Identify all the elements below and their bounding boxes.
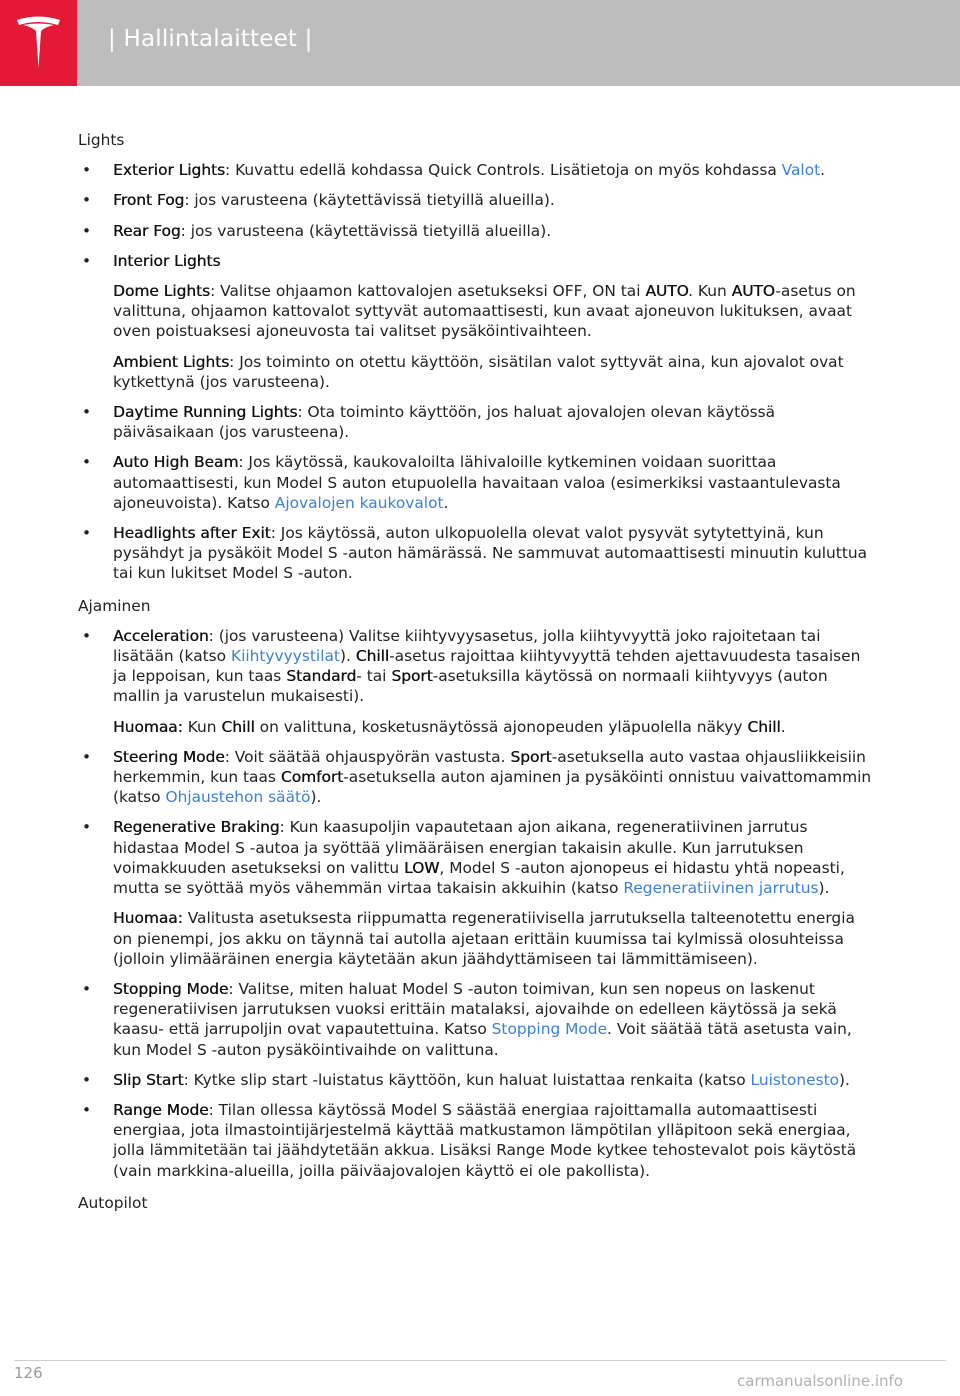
acceleration-note: Huomaa: Kun Chill on valittuna, kosketusnäytössä ajonopeuden yläpuolella näkyy Chill. (113, 717, 786, 736)
term-stopping-mode: Stopping Mode (113, 979, 229, 998)
term-interior-lights: Interior Lights (113, 251, 221, 270)
link-kiihtyvyystilat[interactable]: Kiihtyvyystilat (231, 647, 340, 666)
page-header (0, 0, 960, 86)
lights-section-title: Lights (78, 131, 125, 149)
list-item-front-fog: • Front Fog: jos varusteena (käytettävissä tietyillä alueilla). (78, 190, 878, 210)
tesla-logo-badge (0, 0, 77, 86)
footer-divider (14, 1360, 946, 1361)
regen-note: Huomaa: Valitusta asetuksesta riippumatta regeneratiivisella jarrutuksella talteenotettu energia on pienempi, jos akku on täynnä tai autolla ajetaan erittäin kuumissa tai kylmissä olosuhteissa (jolloin ylimääräinen energia käytetään akun jäähdyttämiseen tai lämmittämiseen). (113, 909, 855, 968)
ambient-lights-paragraph: Ambient Lights: Jos toiminto on otettu käyttöön, sisätilan valot syttyvät aina, kun ajovalot ovat kytkettynä (jos varusteena). (113, 352, 844, 391)
list-item-daytime-running-lights: • Daytime Running Lights: Ota toiminto käyttöön, jos haluat ajovalojen olevan käytössä päiväsaikaan (jos varusteena). (78, 402, 878, 442)
term-acceleration: Acceleration (113, 626, 209, 645)
note-label: Huomaa: (113, 909, 183, 928)
list-item-exterior-lights: • Exterior Lights: Kuvattu edellä kohdassa Quick Controls. Lisätietoja on myös kohdassa Valot. (78, 160, 878, 180)
link-luistonesto[interactable]: Luistonesto (750, 1070, 840, 1089)
link-stopping-mode[interactable]: Stopping Mode (491, 1020, 608, 1039)
term-auto-high-beam: Auto High Beam (113, 453, 239, 472)
term-dome-lights: Dome Lights (113, 282, 211, 301)
term-exterior-lights: Exterior Lights (113, 161, 226, 180)
driving-list (78, 626, 878, 1181)
section-header-title: | Hallintalaitteet | (108, 26, 313, 52)
list-item-headlights-after-exit: • Headlights after Exit: Jos käytössä, auton ulkopuolella olevat valot pysyvät sytytettyinä, kun pysähdyt ja pysäköit Model S -auton hämärässä. Ne sammuvat automaattisesti minuutin kuluttua tai kun lukitset Model S -auton. (78, 523, 878, 584)
list-item-auto-high-beam: • Auto High Beam: Jos käytössä, kaukovaloilta lähivaloille kytkeminen voidaan suorittaa automaattisesti, kun Model S auton etupuolella havaitaan valoa (esimerkiksi vastaantulevasta ajoneuvoista). Katso Ajovalojen kaukovalot. (78, 452, 878, 513)
term-regenerative-braking: Regenerative Braking (113, 818, 280, 837)
term-headlights-after-exit: Headlights after Exit (113, 524, 271, 543)
list-item-rear-fog: • Rear Fog: jos varusteena (käytettävissä tietyillä alueilla). (78, 221, 878, 241)
tesla-logo-icon (14, 14, 63, 70)
term-range-mode: Range Mode (113, 1100, 209, 1119)
list-item-slip-start: • Slip Start: Kytke slip start -luistatus käyttöön, kun haluat luistattaa renkaita (katso Luistonesto). (78, 1070, 878, 1090)
page-number: 126 (14, 1364, 43, 1382)
link-regeneratiivinen-jarrutus[interactable]: Regeneratiivinen jarrutus (623, 879, 819, 898)
ajaminen-section-title: Ajaminen (78, 596, 151, 615)
term-rear-fog: Rear Fog (113, 221, 181, 240)
term-daytime-running-lights: Daytime Running Lights (113, 403, 298, 422)
list-item-range-mode: • Range Mode: Tilan ollessa käytössä Model S säästää energiaa rajoittamalla automaattisesti energiaa, jota ilmastointijärjestelmä käyttää matkustamon lämpötilan ylläpitoon sekä energiaa, jolla lämmitetään tai jäähdytetään akkua. Lisäksi Range Mode kytkee tehostevalot pois käytöstä (vain markkina-alueilla, joilla päiväajovalojen käyttö ei ole pakollista). (78, 1100, 878, 1181)
term-ambient-lights: Ambient Lights (113, 352, 230, 371)
list-item-regenerative-braking: • Regenerative Braking: Kun kaasupoljin vapautetaan ajon aikana, regeneratiivinen jarrutus hidastaa Model S -autoa ja syöttää ylimääräisen energian takaisin akulle. Kun jarrutuksen voimakkuuden asetukseksi on valittu LOW, Model S -auton ajonopeus ei hidastu yhtä nopeasti, mutta se syöttää myös vähemmän virtaa takaisin akkuihin (katso Regeneratiivinen jarrutus). Huomaa: Valitusta asetuksesta riippumatta regeneratiivisella jarrutuksella talteenotettu energia on pienempi, jos akku on täynnä tai autolla ajetaan erittäin kuumissa tai kylmissä olosuhteissa (jolloin ylimääräinen energia käytetään akun jäähdyttämiseen tai lämmittämiseen). (78, 817, 878, 968)
link-ohjaustehon-saato[interactable]: Ohjaustehon säätö (165, 788, 311, 807)
list-item-acceleration: • Acceleration: (jos varusteena) Valitse kiihtyvyysasetus, jolla kiihtyvyyttä joko rajoitetaan tai lisätään (katso Kiihtyvyystilat). Chill-asetus rajoittaa kiihtyvyyttä tehden ajettavuudesta tasaisen ja leppoisan, kun taas Standard- tai Sport-asetuksilla käytössä on normaali kiihtyvyys (auton mallin ja varustelun mukaisesti). Huomaa: Kun Chill on valittuna, kosketusnäytössä ajonopeuden yläpuolella näkyy Chill. (78, 626, 878, 737)
term-steering-mode: Steering Mode (113, 747, 225, 766)
link-ajovalojen-kaukovalot[interactable]: Ajovalojen kaukovalot (274, 493, 444, 512)
watermark: carmanualsonline.info (737, 1372, 903, 1390)
note-label: Huomaa: (113, 717, 183, 736)
term-slip-start: Slip Start (113, 1070, 184, 1089)
autopilot-section-title: Autopilot (78, 1193, 148, 1212)
term-front-fog: Front Fog (113, 191, 185, 210)
page-content (78, 128, 878, 1223)
link-valot[interactable]: Valot (781, 161, 821, 180)
list-item-stopping-mode: • Stopping Mode: Valitse, miten haluat Model S -auton toimivan, kun sen nopeus on laskenut regeneratiivisen jarrutuksen vuoksi erittäin matalaksi, ajovaihde on edelleen käytössä ja sekä kaasu- että jarrupoljin ovat vapautettuina. Katso Stopping Mode. Voit säätää tätä asetusta vain, kun Model S -auton pysäköintivaihde on valittuna. (78, 979, 878, 1060)
list-item-steering-mode: • Steering Mode: Voit säätää ohjauspyörän vastusta. Sport-asetuksella auto vastaa ohjausliikkeisiin herkemmin, kun taas Comfort-asetuksella auton ajaminen ja pysäköinti onnistuu vaivattomammin (katso Ohjaustehon säätö). (78, 747, 878, 808)
lights-list (78, 160, 878, 583)
dome-lights-paragraph: Dome Lights: Valitse ohjaamon kattovalojen asetukseksi OFF, ON tai AUTO. Kun AUTO-asetus on valittuna, ohjaamon kattovalot syttyvät automaattisesti, kun avaat ajoneuvon lukituksen, avaat oven poistuaksesi ajoneuvosta tai valitset pysäköintivaihteen. (113, 282, 856, 341)
list-item-interior-lights (78, 251, 878, 392)
